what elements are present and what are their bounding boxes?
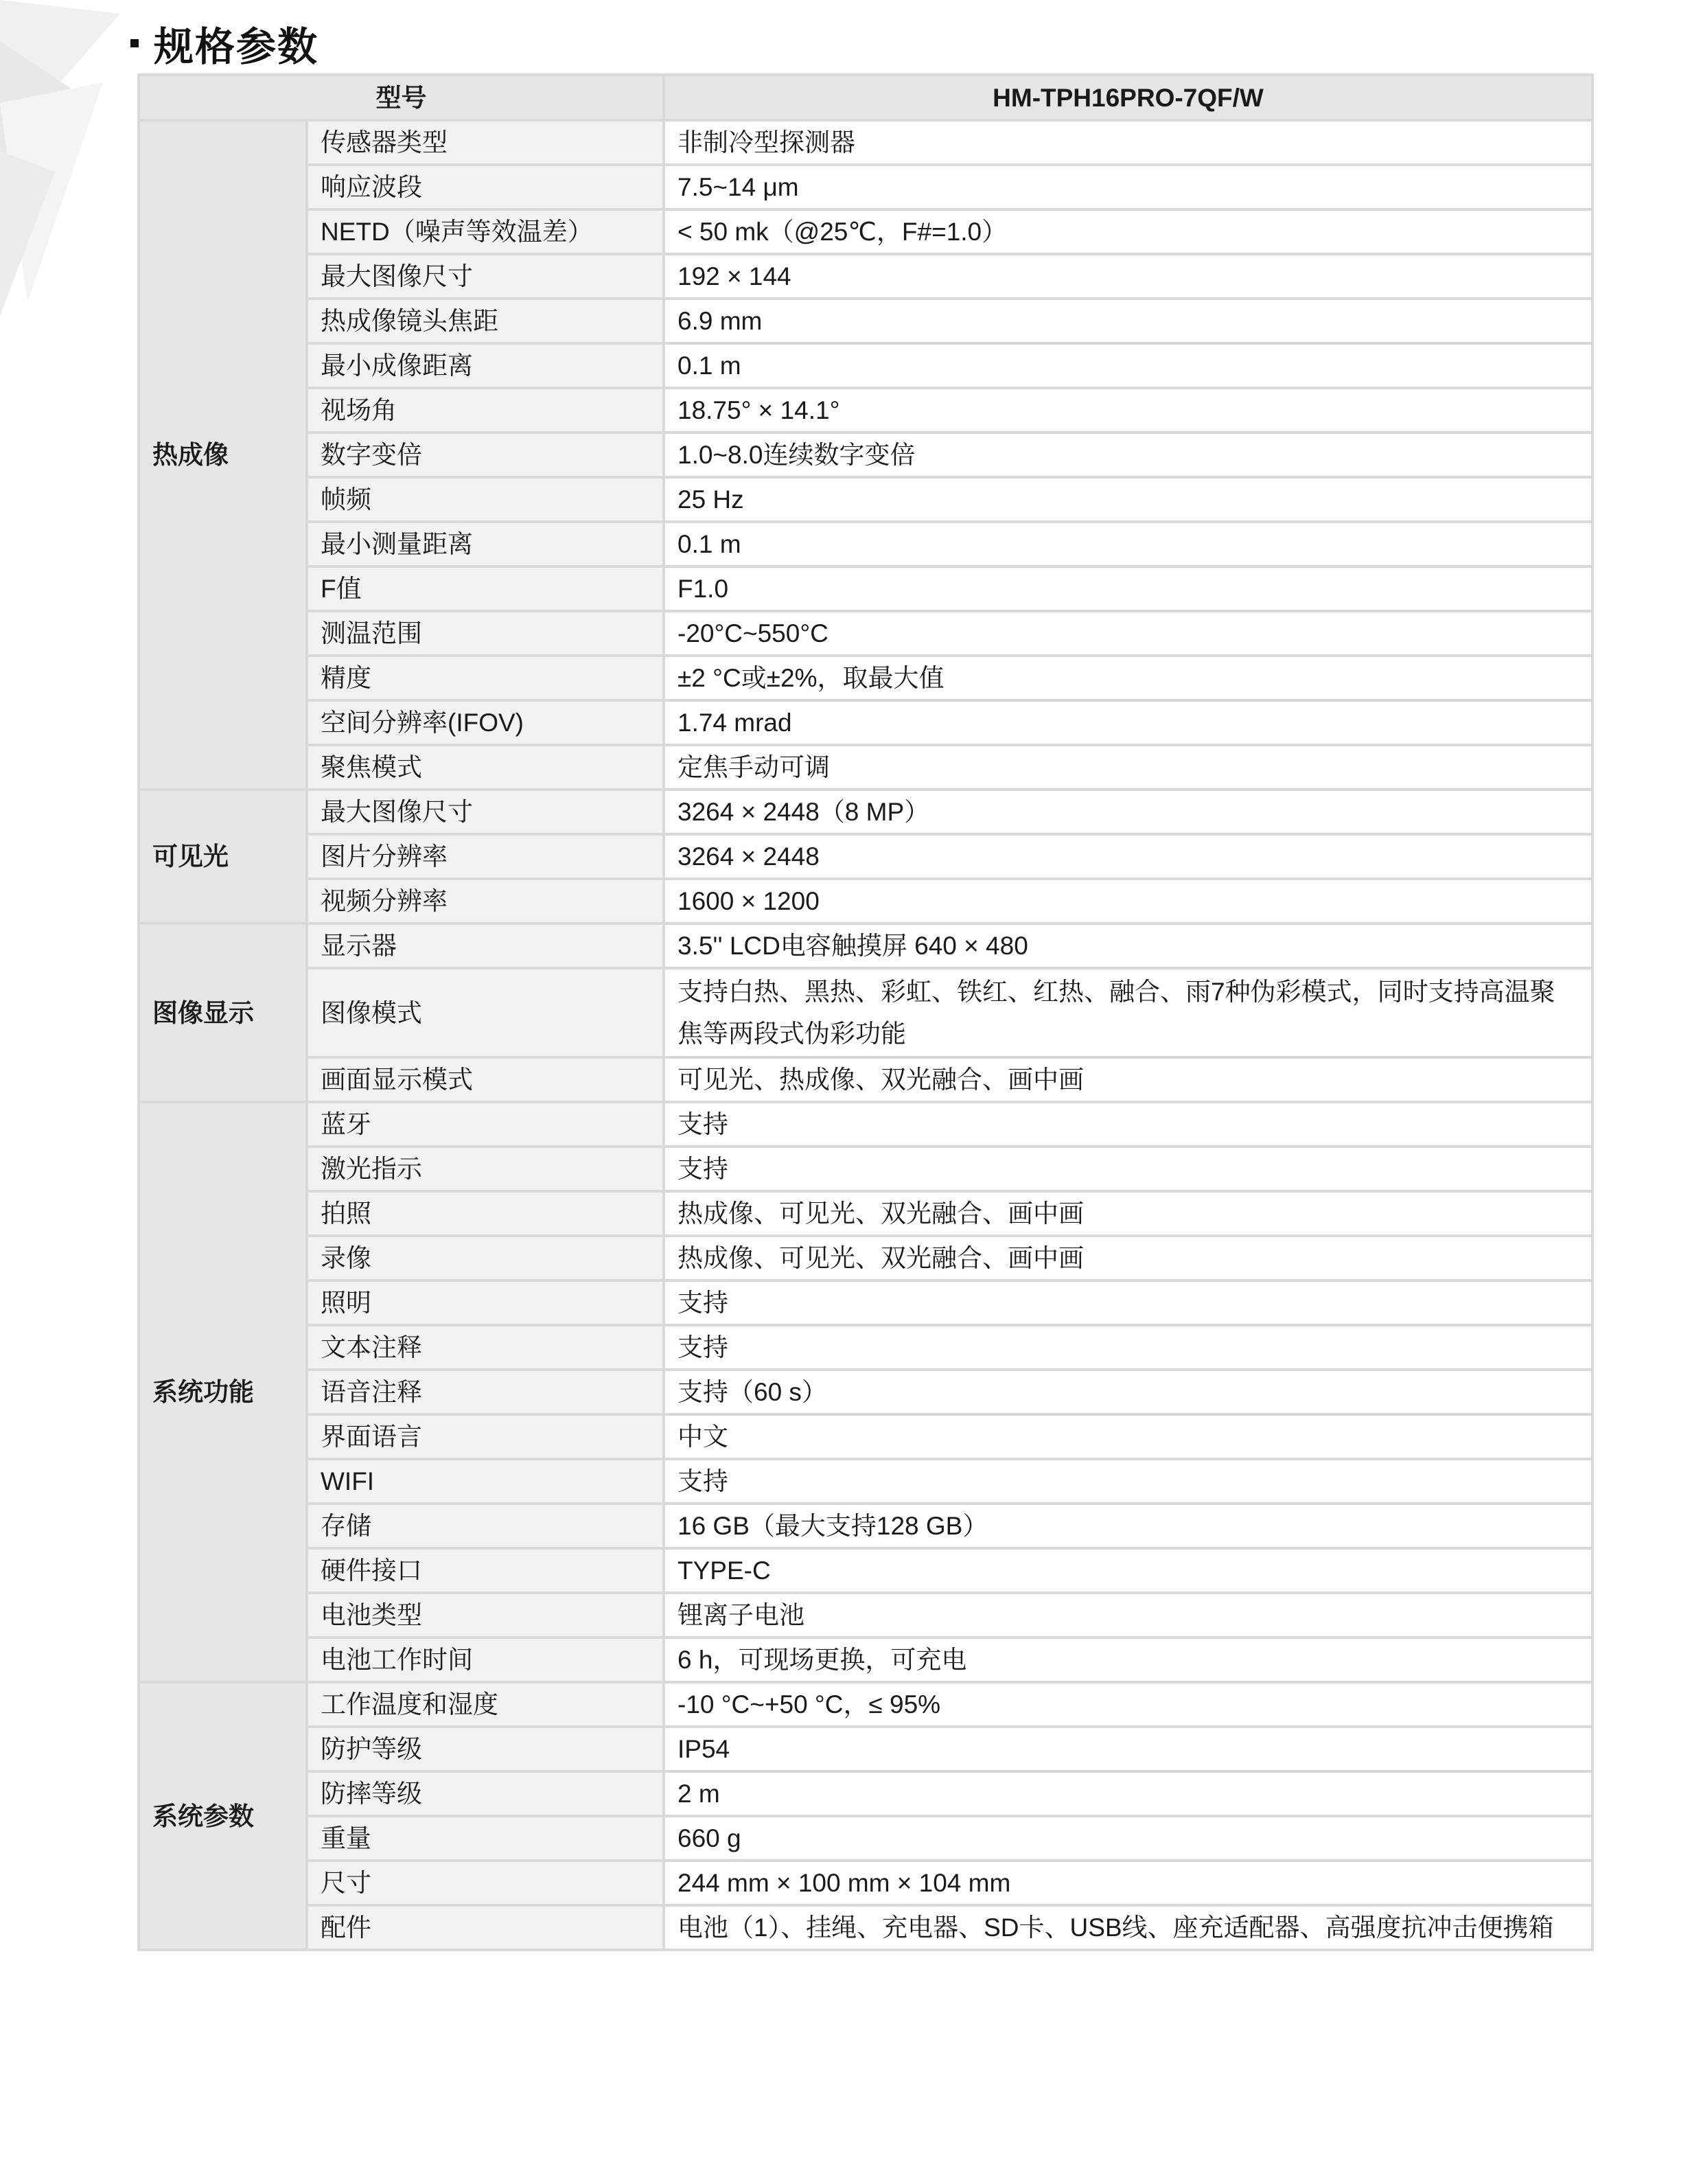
param-value: 6.9 mm [664, 299, 1592, 343]
param-value: 7.5~14 μm [664, 165, 1592, 209]
param-value: 2 m [664, 1771, 1592, 1816]
group-label: 热成像 [139, 120, 307, 790]
param-name: 显示器 [307, 923, 664, 968]
param-value: -10 °C~+50 °C，≤ 95% [664, 1682, 1592, 1727]
param-name: 空间分辨率(IFOV) [307, 700, 664, 745]
table-row [139, 656, 1592, 700]
table-row [139, 566, 1592, 611]
spec-table-body [139, 75, 1592, 1950]
param-value: IP54 [664, 1727, 1592, 1771]
param-value: 3264 × 2448 [664, 834, 1592, 879]
param-value: 热成像、可见光、双光融合、画中画 [664, 1236, 1592, 1280]
param-value-line: 焦等两段式伪彩功能 [677, 1020, 906, 1048]
group-label: 系统参数 [139, 1682, 307, 1950]
table-row [139, 522, 1592, 566]
table-row [139, 1816, 1592, 1861]
param-name: 语音注释 [307, 1370, 664, 1414]
table-row [139, 1861, 1592, 1905]
param-name: 硬件接口 [307, 1548, 664, 1593]
param-value: 可见光、热成像、双光融合、画中画 [664, 1057, 1592, 1102]
table-row [139, 1637, 1592, 1682]
param-name: 配件 [307, 1905, 664, 1950]
table-row [139, 611, 1592, 656]
param-name: 最小测量距离 [307, 522, 664, 566]
param-name: 聚焦模式 [307, 745, 664, 790]
section-heading [130, 12, 318, 74]
table-row [139, 1370, 1592, 1414]
table-row [139, 700, 1592, 745]
param-name: 最小成像距离 [307, 343, 664, 388]
param-value: 1.74 mrad [664, 700, 1592, 745]
param-name: 传感器类型 [307, 120, 664, 165]
table-row [139, 879, 1592, 923]
param-value: 1.0~8.0连续数字变倍 [664, 433, 1592, 477]
param-name: 帧频 [307, 477, 664, 522]
param-value: F1.0 [664, 566, 1592, 611]
param-name: 界面语言 [307, 1414, 664, 1459]
table-row [139, 209, 1592, 254]
header-label: 型号 [139, 75, 664, 120]
param-value: 16 GB（最大支持128 GB） [664, 1504, 1592, 1548]
param-value: 660 g [664, 1816, 1592, 1861]
table-header-row [139, 75, 1592, 120]
table-row [139, 745, 1592, 790]
param-value: 热成像、可见光、双光融合、画中画 [664, 1191, 1592, 1236]
param-name: NETD（噪声等效温差） [307, 209, 664, 254]
table-row [139, 1280, 1592, 1325]
section-title: 规格参数 [154, 25, 319, 69]
param-name: 数字变倍 [307, 433, 664, 477]
heading-bullet-icon [130, 39, 139, 47]
param-name: 图像模式 [307, 968, 664, 1057]
param-value: 支持（60 s） [664, 1370, 1592, 1414]
param-value: 定焦手动可调 [664, 745, 1592, 790]
param-name: 工作温度和湿度 [307, 1682, 664, 1727]
param-name: 视频分辨率 [307, 879, 664, 923]
param-value: ±2 °C或±2%，取最大值 [664, 656, 1592, 700]
table-row [139, 1727, 1592, 1771]
table-row [139, 1191, 1592, 1236]
spec-table [137, 73, 1594, 1951]
table-row [139, 1504, 1592, 1548]
table-row [139, 1459, 1592, 1504]
param-value: 支持 [664, 1147, 1592, 1191]
table-row [139, 433, 1592, 477]
param-name: 电池工作时间 [307, 1637, 664, 1682]
param-name: WIFI [307, 1459, 664, 1504]
param-value: 电池（1）、挂绳、充电器、SD卡、USB线、座充适配器、高强度抗冲击便携箱 [664, 1905, 1592, 1950]
table-row [139, 165, 1592, 209]
param-name: 视场角 [307, 388, 664, 433]
param-value: 25 Hz [664, 477, 1592, 522]
param-name: 文本注释 [307, 1325, 664, 1370]
table-row [139, 1325, 1592, 1370]
param-name: 测温范围 [307, 611, 664, 656]
param-name: 存储 [307, 1504, 664, 1548]
param-value: 支持 [664, 1280, 1592, 1325]
param-value: 非制冷型探测器 [664, 120, 1592, 165]
param-name: 最大图像尺寸 [307, 254, 664, 299]
table-row [139, 1682, 1592, 1727]
param-value: 支持 [664, 1325, 1592, 1370]
param-name: 画面显示模式 [307, 1057, 664, 1102]
param-name: 照明 [307, 1280, 664, 1325]
group-label: 图像显示 [139, 923, 307, 1102]
table-row [139, 299, 1592, 343]
table-row [139, 968, 1592, 1057]
param-name: 电池类型 [307, 1593, 664, 1637]
param-value: 18.75° × 14.1° [664, 388, 1592, 433]
param-value: 支持 [664, 1459, 1592, 1504]
param-value: 244 mm × 100 mm × 104 mm [664, 1861, 1592, 1905]
param-name: 热成像镜头焦距 [307, 299, 664, 343]
param-name: 最大图像尺寸 [307, 790, 664, 834]
param-name: 防摔等级 [307, 1771, 664, 1816]
param-value: 锂离子电池 [664, 1593, 1592, 1637]
param-value-line: 支持白热、黑热、彩虹、铁红、红热、融合、雨7种伪彩模式，同时支持高温聚 [677, 978, 1555, 1006]
table-row [139, 388, 1592, 433]
table-row [139, 477, 1592, 522]
param-name: 重量 [307, 1816, 664, 1861]
param-value: 192 × 144 [664, 254, 1592, 299]
table-row [139, 923, 1592, 968]
table-row [139, 834, 1592, 879]
param-value: 0.1 m [664, 343, 1592, 388]
param-name: F值 [307, 566, 664, 611]
param-name: 拍照 [307, 1191, 664, 1236]
param-name: 蓝牙 [307, 1102, 664, 1147]
decorative-triangles [0, 0, 130, 316]
table-row [139, 790, 1592, 834]
param-name: 响应波段 [307, 165, 664, 209]
table-row [139, 1414, 1592, 1459]
param-value: 0.1 m [664, 522, 1592, 566]
param-name: 尺寸 [307, 1861, 664, 1905]
table-row [139, 343, 1592, 388]
param-value: 3264 × 2448（8 MP） [664, 790, 1592, 834]
table-row [139, 1771, 1592, 1816]
table-row [139, 1057, 1592, 1102]
param-value: < 50 mk（@25℃，F#=1.0） [664, 209, 1592, 254]
param-name: 精度 [307, 656, 664, 700]
param-name: 图片分辨率 [307, 834, 664, 879]
table-row [139, 1236, 1592, 1280]
param-value: 1600 × 1200 [664, 879, 1592, 923]
table-row [139, 1147, 1592, 1191]
param-name: 录像 [307, 1236, 664, 1280]
param-value: 支持 [664, 1102, 1592, 1147]
table-row [139, 120, 1592, 165]
table-row [139, 1102, 1592, 1147]
param-value: TYPE-C [664, 1548, 1592, 1593]
param-value [664, 968, 1592, 1057]
group-label: 系统功能 [139, 1102, 307, 1682]
header-model: HM-TPH16PRO-7QF/W [664, 75, 1592, 120]
param-value: 3.5'' LCD电容触摸屏 640 × 480 [664, 923, 1592, 968]
table-row [139, 1548, 1592, 1593]
param-value: 中文 [664, 1414, 1592, 1459]
table-row [139, 254, 1592, 299]
param-name: 防护等级 [307, 1727, 664, 1771]
param-value: -20°C~550°C [664, 611, 1592, 656]
table-row [139, 1593, 1592, 1637]
param-name: 激光指示 [307, 1147, 664, 1191]
group-label: 可见光 [139, 790, 307, 923]
table-row [139, 1905, 1592, 1950]
param-value: 6 h，可现场更换，可充电 [664, 1637, 1592, 1682]
